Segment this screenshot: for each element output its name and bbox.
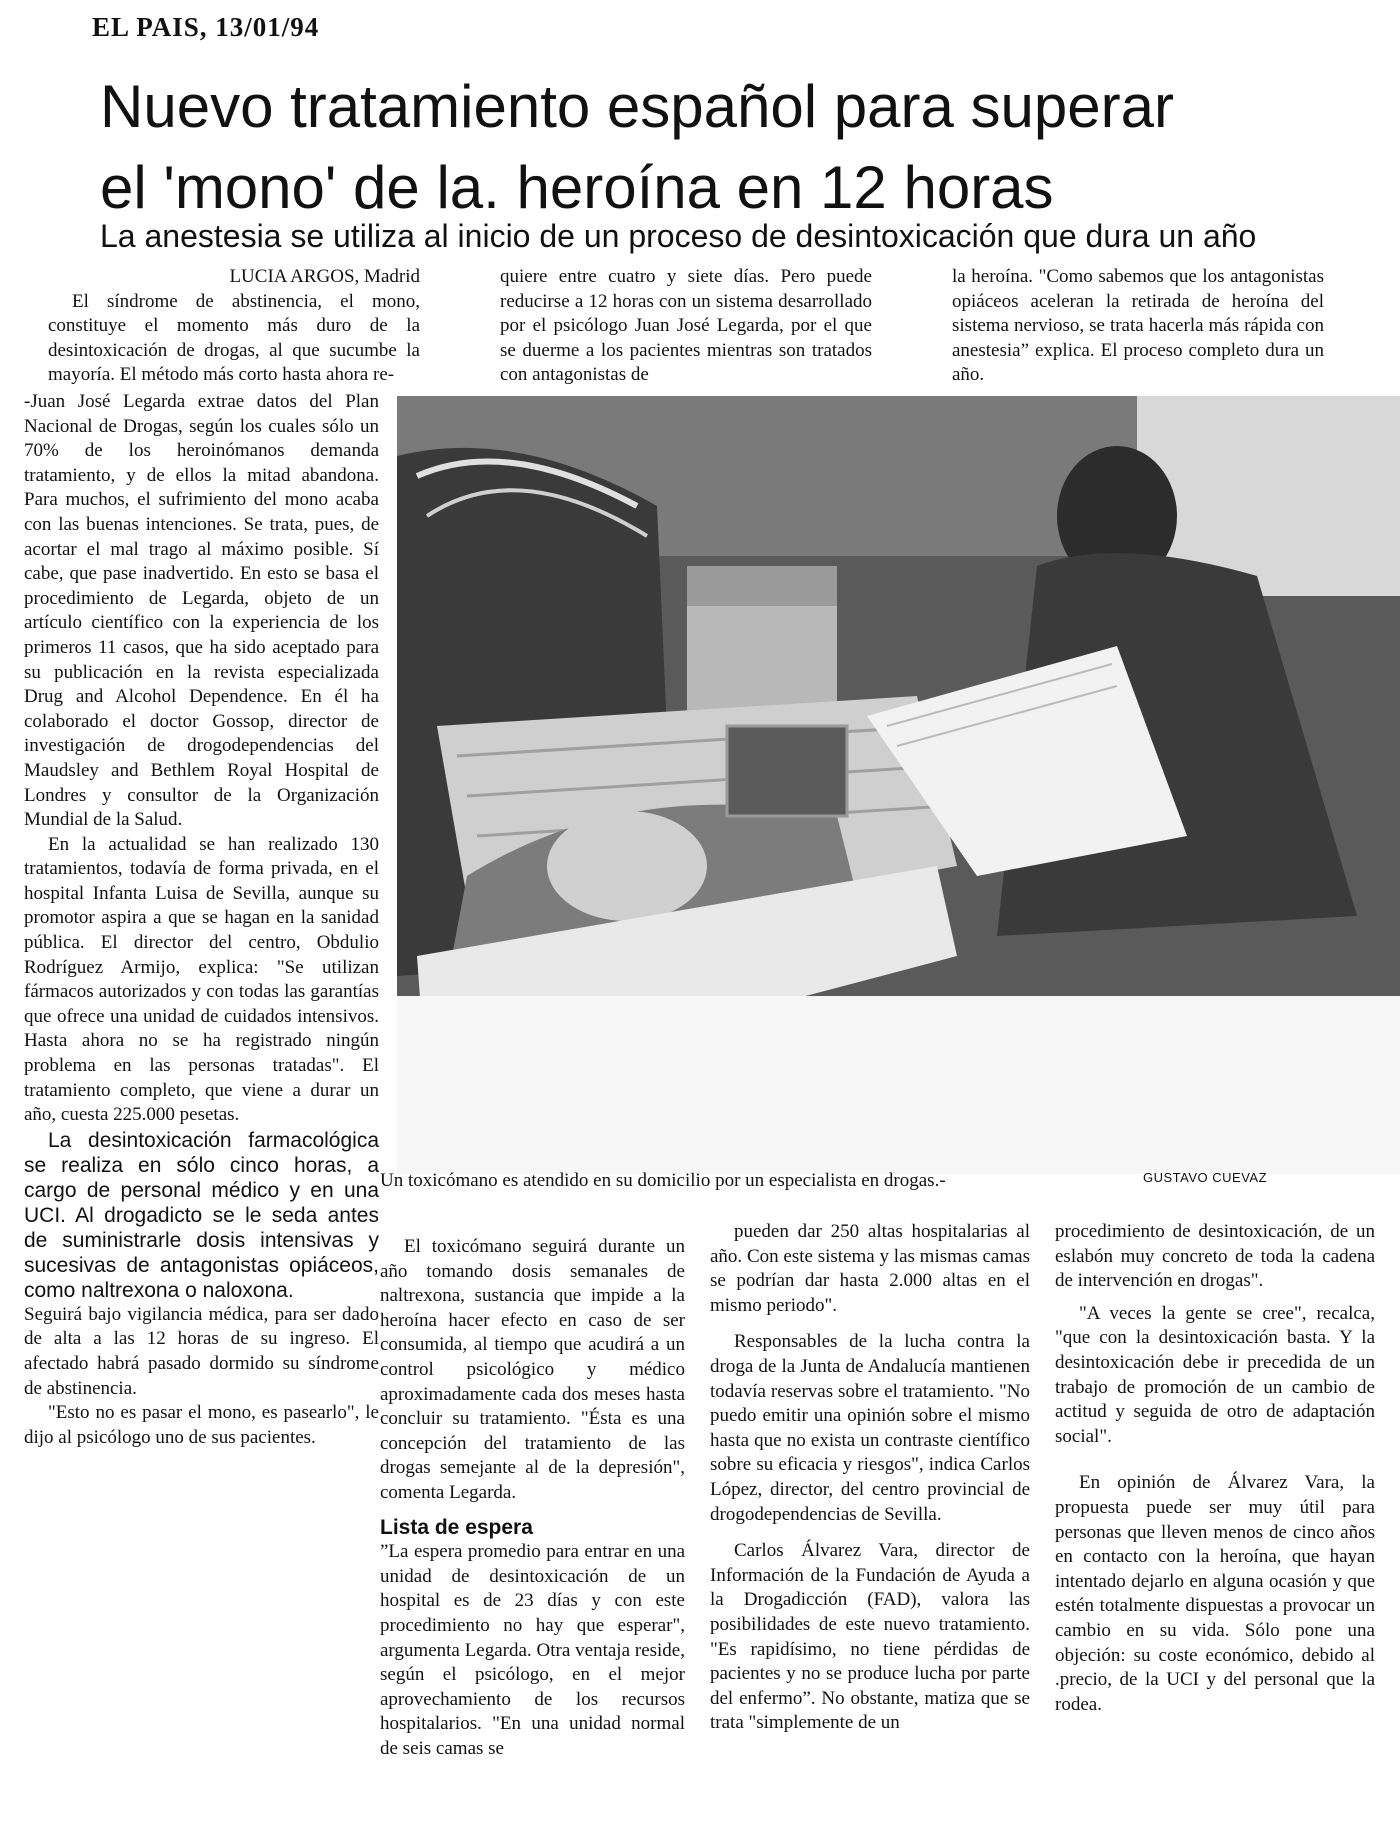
headline-line-2: el 'mono' de la. heroína en 12 horas <box>100 154 1054 221</box>
photo-caption: Un toxicómano es atendido en su domicilio por un especialista en drogas.- <box>380 1170 946 1191</box>
intro-column-1 <box>48 265 420 388</box>
bottom-column-1 <box>380 1235 685 1761</box>
paragraph: Seguirá bajo vigilancia médica, para ser dado de alta a las 12 horas de su ingreso. El afectado habrá pasado dormido su síndrome de abstinencia. <box>24 1303 379 1399</box>
byline: LUCIA ARGOS, Madrid <box>229 266 420 287</box>
paragraph: la heroína. "Como sabemos que los antagonistas opiáceos aceleran la retirada de heroína del sistema nervioso, se trata hacerla más rápida con anestesia” explica. El proceso completo dura un año. <box>952 266 1324 386</box>
bottom-column-2 <box>710 1220 1030 1736</box>
paragraph: quiere entre cuatro y siete días. Pero puede reducirse a 12 horas con un sistema desarrollado por el psicólogo Juan José Legarda, por el que se duerme a los pacientes mientras son tratados con antagonistas de <box>500 266 872 386</box>
section-subheading: Lista de espera <box>380 1515 533 1539</box>
paragraph: El síndrome de abstinencia, el mono, constituye el momento más duro de la desintoxicación de drogas, al que sucumbe la mayoría. El método más corto hasta ahora re- <box>48 290 420 386</box>
bottom-column-3 <box>1055 1220 1375 1717</box>
masthead: EL PAIS, 13/01/94 <box>92 12 320 42</box>
paragraph: La desintoxicación farmacológica se realiza en sólo cinco horas, a cargo de personal médico y en una UCI. Al drogadicto se le seda antes de suministrarle dosis intensivas y sucesivas de antagonistas opiáceos, como naltrexona o naloxona. <box>24 1128 379 1302</box>
subheadline: La anestesia se utiliza al inicio de un proceso de desintoxicación que dura un año <box>100 218 1257 254</box>
article-photo <box>397 396 1400 1174</box>
left-column <box>24 390 379 1450</box>
headline-line-1: Nuevo tratamiento español para superar <box>100 73 1174 140</box>
paragraph: En la actualidad se han realizado 130 tratamientos, todavía de forma privada, en el hospital Infanta Luisa de Sevilla, aunque su promotor aspira a que se hagan en la sanidad pública. El director del centro, Obdulio Rodríguez Armijo, explica: "Se utilizan fármacos autorizados y con todas las garantías que ofrece una unidad de cuidados intensivos. Hasta ahora no se ha registrado ningún problema en las personas tratadas". El tratamiento completo, que viene a durar un año, cuesta 225.000 pesetas. <box>24 833 379 1126</box>
paragraph: procedimiento de desintoxicación, de un eslabón muy concreto de toda la cadena de intervención en drogas". <box>1055 1221 1375 1292</box>
photo-illustration <box>397 396 1400 1174</box>
intro-column-2 <box>500 265 872 388</box>
paragraph: "A veces la gente se cree", recalca, "que con la desintoxicación basta. Y la desintoxicación debe ir precedida de un trabajo de promoción de un cambio de actitud y seguida de otro de adaptación social". <box>1055 1302 1375 1447</box>
paragraph: ”La espera promedio para entrar en una unidad de desintoxicación de un hospital es de 23 días y con este procedimiento no hay que esperar", argumenta Legarda. Otra ventaja reside, según el psicólogo, en el mejor aprovechamiento de los recursos hospitalarios. "En una unidad normal de seis camas se <box>380 1541 685 1759</box>
paragraph: -Juan José Legarda extrae datos del Plan Nacional de Drogas, según los cuales sólo un 70% de los heroinómanos demanda tratamiento, y de ellos la mitad abandona. Para muchos, el sufrimiento del mono acaba con las buenas intenciones. Se trata, pues, de acortar el mal trago al máximo posible. Sí cabe, que pase inadvertido. En esto se basa el procedimiento de Legarda, objeto de un artículo científico con la experiencia de los primeros 11 casos, que ha sido aceptado para su publicación en la revista especializada Drug and Alcohol Dependence. En él ha colaborado el doctor Gossop, director de investigación de drogodependencias del Maudsley and Bethlem Royal Hospital de Londres y consultor de la Organización Mundial de la Salud. <box>24 391 379 831</box>
paragraph: En opinión de Álvarez Vara, la propuesta puede ser muy útil para personas que lleven menos de cinco años en contacto con la heroína, que hayan intentado dejarlo en alguna ocasión y que estén totalmente dispuestas a provocar un cambio en su vida. Sólo pone una objeción: su coste económico, debido al .precio, de la UCI y del personal que la rodea. <box>1055 1472 1375 1715</box>
paragraph: Responsables de la lucha contra la droga de la Junta de Andalucía mantienen todavía reservas sobre el tratamiento. "No puedo emitir una opinión sobre el mismo hasta que no exista un contraste científico sobre su eficacia y riesgos", indica Carlos López, director, del centro provincial de drogodependencias de Sevilla. <box>710 1331 1030 1525</box>
intro-column-3 <box>952 265 1324 388</box>
paragraph: pueden dar 250 altas hospitalarias al año. Con este sistema y las mismas camas se podrían dar hasta 2.000 altas en el mismo periodo". <box>710 1221 1030 1316</box>
photo-credit: GUSTAVO CUEVAZ <box>1143 1170 1268 1185</box>
paragraph: Carlos Álvarez Vara, director de Información de la Fundación de Ayuda a la Drogadicción (FAD), valora las posibilidades de este nuevo tratamiento. "Es rapidísimo, no tiene pérdidas de pacientes y no se produce lucha por parte del enfermo”. No obstante, matiza que se trata "simplemente de un <box>710 1540 1030 1734</box>
paragraph: El toxicómano seguirá durante un año tomando dosis semanales de naltrexona, sustancia que impide a la heroína hacer efecto en caso de ser consumida, al tiempo que acudirá a un control psicológico y médico aproximadamente cada dos meses hasta concluir su tratamiento. "Ésta es una concepción del tratamiento de las drogas semejante al de la depresión", comenta Legarda. <box>380 1236 685 1503</box>
paragraph: "Esto no es pasar el mono, es pasearlo", le dijo al psicólogo uno de sus pacientes. <box>24 1402 379 1448</box>
